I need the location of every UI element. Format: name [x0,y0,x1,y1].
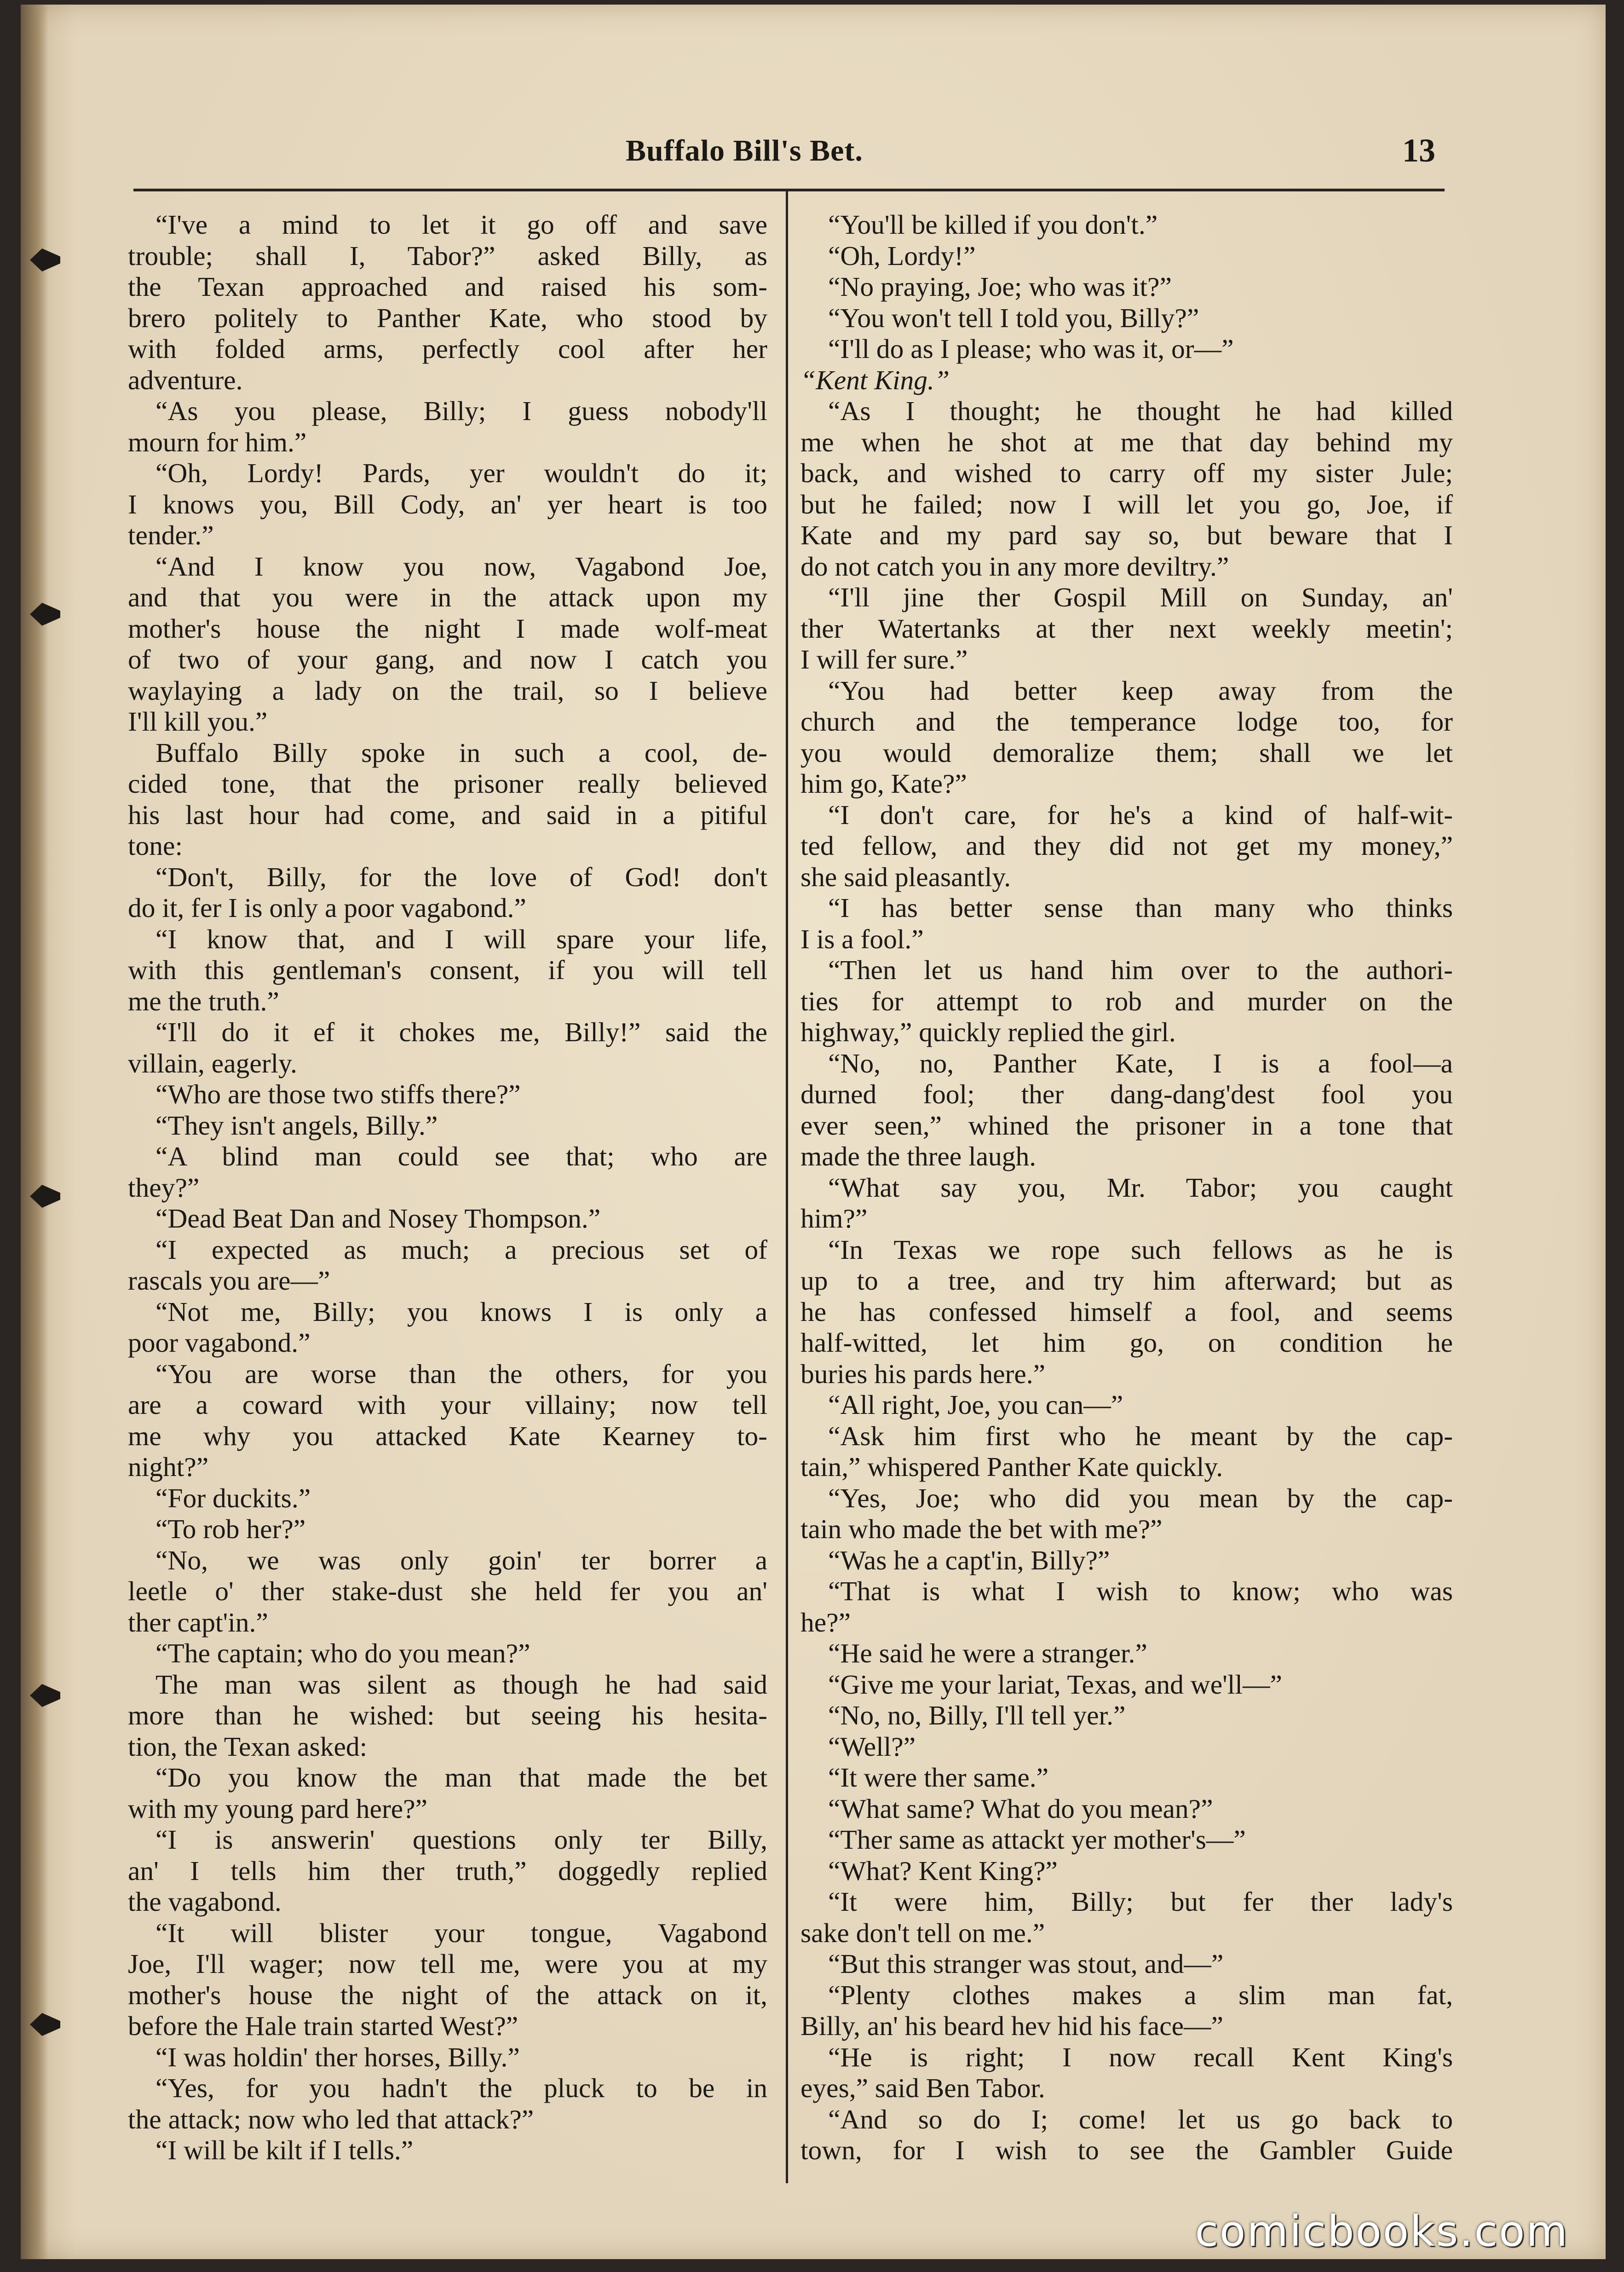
text-line: trouble; shall I, Tabor?” asked Billy, as [128,240,767,271]
text-line: cided tone, that the prisoner really believed [128,768,767,799]
text-line: “For duckits.” [155,1482,311,1513]
text-line: waylaying a lady on the trail, so I believe [128,675,767,706]
text-line: tion, the Texan asked: [128,1731,368,1762]
header-rule [133,189,1445,191]
text-line: “Oh, Lordy! Pards, yer wouldn't do it; [155,458,767,488]
text-line: “No, we was only goin' ter borrer a [155,1545,767,1575]
text-line: I knows you, Bill Cody, an' yer heart is too [128,489,767,519]
text-line: him go, Kate?” [800,768,967,799]
text-line: night?” [128,1452,209,1482]
right-column [800,209,1453,2166]
text-line: “It were ther same.” [828,1762,1049,1793]
text-line: “And I know you now, Vagabond Joe, [155,551,767,582]
text-line: Buffalo Billy spoke in such a cool, de- [155,737,767,768]
text-line: ties for attempt to rob and murder on the [800,986,1453,1016]
text-line: tone: [128,830,183,861]
text-line: do not catch you in any more deviltry.” [800,551,1229,582]
text-line: the attack; now who led that attack?” [128,2104,534,2134]
text-line: his last hour had come, and said in a pitiful [128,799,767,830]
text-line: “I'll do it ef it chokes me, Billy!” said the [155,1017,767,1047]
text-line: “Was he a capt'in, Billy?” [828,1545,1110,1575]
text-line: tender.” [128,520,214,550]
text-line: she said pleasantly. [800,861,1011,892]
text-line: durned fool; ther dang-dang'dest fool you [800,1079,1453,1109]
text-line: Kate and my pard say so, but beware that I [800,520,1453,550]
page-number: 13 [1402,132,1435,169]
text-line: church and the temperance lodge too, for [800,706,1453,737]
text-line: “I has better sense than many who thinks [828,893,1453,923]
text-line: The man was silent as though he had said [155,1669,767,1700]
text-line: “No, no, Billy, I'll tell yer.” [828,1700,1126,1730]
text-line: “Not me, Billy; you knows I is only a [155,1296,767,1327]
text-line: sake don't tell on me.” [800,1917,1045,1948]
text-line: Joe, I'll wager; now tell me, were you at my [128,1949,767,1979]
text-line: “All right, Joe, you can—” [828,1390,1123,1420]
text-line: “In Texas we rope such fellows as he is [828,1234,1453,1265]
text-line: “I know that, and I will spare your life, [155,923,767,954]
text-line: “I will be kilt if I tells.” [155,2135,414,2165]
text-line: “I'll jine ther Gospil Mill on Sunday, an' [828,582,1453,612]
text-line: I'll kill you.” [128,706,268,737]
text-line: mother's house the night of the attack on it, [128,1979,767,2010]
text-line: brero politely to Panther Kate, who stood by [128,302,767,333]
text-line: “He said he were a stranger.” [828,1638,1147,1668]
text-line: are a coward with your villainy; now tell [128,1390,767,1420]
text-line: “Kent King.” [800,364,950,395]
text-line: “Don't, Billy, for the love of God! don't [155,861,767,892]
text-line: they?” [128,1172,200,1203]
text-line: “Dead Beat Dan and Nosey Thompson.” [155,1203,601,1234]
binding-stitch-icon [24,1180,66,1212]
text-line: “I don't care, for he's a kind of half-wit- [828,799,1453,830]
text-line: but he failed; now I will let you go, Joe, if [800,489,1453,519]
text-line: the Texan approached and raised his som- [128,271,767,302]
column-divider [786,191,788,2183]
text-line: ther Watertanks at ther next weekly meetin'; [800,613,1453,644]
text-line: leetle o' ther stake-dust she held fer you an' [128,1576,767,1606]
text-line: me when he shot at me that day behind my [800,427,1453,457]
running-title: Buffalo Bill's Bet. [626,134,863,167]
text-line: with my young pard here?” [128,1793,427,1824]
text-line: “What? Kent King?” [828,1855,1058,1886]
text-line: “What same? What do you mean?” [828,1793,1213,1824]
text-line: “What say you, Mr. Tabor; you caught [828,1172,1453,1203]
text-line: villain, eagerly. [128,1048,297,1078]
text-line: “And so do I; come! let us go back to [828,2104,1453,2134]
text-line: do it, fer I is only a poor vagabond.” [128,893,526,923]
text-line: made the three laugh. [800,1141,1037,1171]
text-line: highway,” quickly replied the girl. [800,1017,1176,1047]
text-line: Billy, an' his beard hev hid his face—” [800,2011,1223,2041]
text-line: “Yes, Joe; who did you mean by the cap- [828,1482,1453,1513]
text-line: ever seen,” whined the prisoner in a tone that [800,1110,1453,1141]
running-header [607,133,1435,175]
watermark: comicbooks.com [1195,2207,1569,2256]
text-line: “I've a mind to let it go off and save [155,209,767,240]
text-line: “Yes, for you hadn't the pluck to be in [155,2073,767,2103]
text-line: “They isn't angels, Billy.” [155,1110,438,1141]
text-line: “I expected as much; a precious set of [155,1234,767,1265]
text-line: “A blind man could see that; who are [155,1141,767,1171]
text-line: before the Hale train started West?” [128,2011,518,2041]
text-line: “You'll be killed if you don't.” [828,209,1158,240]
text-line: town, for I wish to see the Gambler Guide [800,2135,1453,2165]
text-line: “You are worse than the others, for you [155,1358,767,1389]
text-line: of two of your gang, and now I catch you [128,644,767,675]
text-line: half-witted, let him go, on condition he [800,1327,1453,1358]
text-line: “Well?” [828,1731,916,1762]
text-line: up to a tree, and try him afterward; but as [800,1265,1453,1296]
text-line: eyes,” said Ben Tabor. [800,2073,1045,2103]
binding-stitch-icon [24,598,66,630]
text-line: adventure. [128,364,243,395]
text-line: me the truth.” [128,986,279,1016]
text-line: mother's house the night I made wolf-meat [128,613,767,644]
text-line: “No praying, Joe; who was it?” [828,271,1172,302]
binding-stitch-icon [24,1679,66,1712]
text-line: “I'll do as I please; who was it, or—” [828,334,1234,364]
text-line: back, and wished to carry off my sister Jule; [800,458,1453,488]
text-line: rascals you are—” [128,1265,330,1296]
text-line: “Who are those two stiffs there?” [155,1079,521,1109]
text-line: an' I tells him ther truth,” doggedly replied [128,1855,767,1886]
text-line: “Then let us hand him over to the authori- [828,955,1453,985]
text-line: “I was holdin' ther horses, Billy.” [155,2041,520,2072]
binding-stitch-icon [24,244,66,276]
text-line: “Oh, Lordy!” [828,240,976,271]
text-line: the vagabond. [128,1886,282,1917]
text-line: mourn for him.” [128,427,307,457]
text-line: with folded arms, perfectly cool after her [128,334,767,364]
text-line: “Ask him first who he meant by the cap- [828,1420,1453,1451]
text-line: poor vagabond.” [128,1327,311,1358]
text-line: “The captain; who do you mean?” [155,1638,530,1668]
text-line: “It will blister your tongue, Vagabond [155,1917,767,1948]
text-line: ther capt'in.” [128,1607,268,1638]
text-line: “He is right; I now recall Kent King's [828,2041,1453,2072]
text-line: “Ther same as attackt yer mother's—” [828,1824,1246,1855]
text-line: he?” [800,1607,851,1638]
text-line: “No, no, Panther Kate, I is a fool—a [828,1048,1453,1078]
text-line: he has confessed himself a fool, and seems [800,1296,1453,1327]
text-line: “Give me your lariat, Texas, and we'll—” [828,1669,1282,1700]
text-line: with this gentleman's consent, if you will tell [128,955,767,985]
text-line: more than he wished: but seeing his hesita- [128,1700,767,1730]
text-line: “To rob her?” [155,1514,306,1544]
text-line: me why you attacked Kate Kearney to- [128,1420,767,1451]
text-line: “Plenty clothes makes a slim man fat, [828,1979,1453,2010]
text-line: tain who made the bet with me?” [800,1514,1163,1544]
text-line: “You had better keep away from the [828,675,1453,706]
text-line: “It were him, Billy; but fer ther lady's [828,1886,1453,1917]
text-line: “As I thought; he thought he had killed [828,396,1453,426]
text-line: “I is answerin' questions only ter Billy, [155,1824,767,1855]
text-line: and that you were in the attack upon my [128,582,767,612]
text-line: “But this stranger was stout, and—” [828,1949,1224,1979]
left-column [128,209,767,2166]
text-line: ted fellow, and they did not get my money,” [800,830,1453,861]
text-line: “You won't tell I told you, Billy?” [828,302,1199,333]
text-line: “That is what I wish to know; who was [828,1576,1453,1606]
text-line: I is a fool.” [800,923,924,954]
text-line: him?” [800,1203,868,1234]
page-binding [21,5,48,2259]
text-line: I will fer sure.” [800,644,968,675]
text-line: “As you please, Billy; I guess nobody'll [155,396,767,426]
text-line: buries his pards here.” [800,1358,1046,1389]
text-line: “Do you know the man that made the bet [155,1762,767,1793]
binding-stitch-icon [24,2008,66,2041]
text-line: you would demoralize them; shall we let [800,737,1453,768]
text-line: tain,” whispered Panther Kate quickly. [800,1452,1223,1482]
